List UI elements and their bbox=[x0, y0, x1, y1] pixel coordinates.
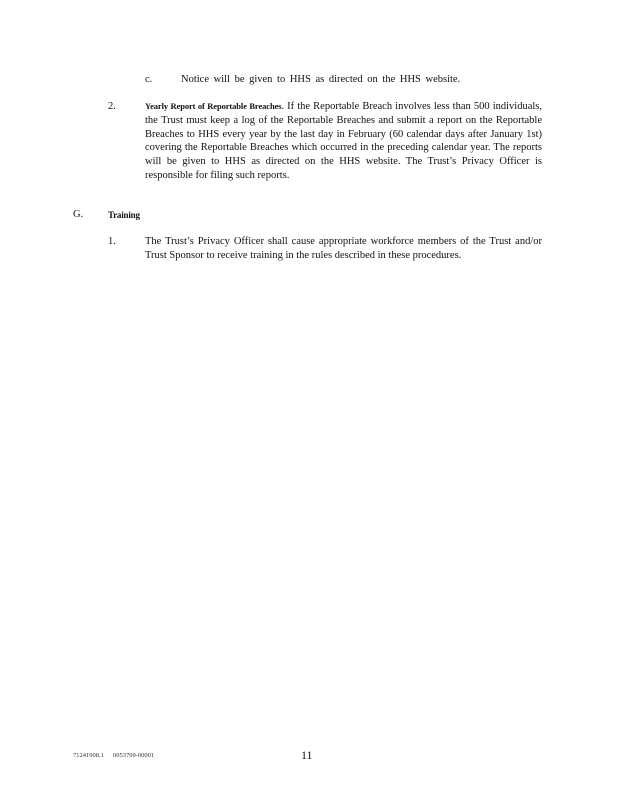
item-c-label: c. bbox=[145, 74, 153, 85]
footer-matter-id: 0053709-00001 bbox=[113, 752, 155, 759]
footer-doc-id: 71241908.1 bbox=[73, 752, 104, 759]
item-g1-text: The Trust’s Privacy Officer shall cause appropriate workforce members of the Trust and/or Trust Sponsor to receive training in the rules described in these procedures. bbox=[145, 236, 542, 261]
item-2-heading: Yearly Report of Reportable Breaches bbox=[145, 101, 282, 111]
section-g-label: G. bbox=[73, 209, 84, 220]
item-2-paragraph bbox=[145, 100, 542, 183]
item-c-text: Notice will be given to HHS as directed on the HHS website. bbox=[181, 74, 461, 85]
item-2-text: . If the Reportable Breach involves less than 500 individuals, the Trust must keep a log of the Reportable Breaches and submit a report on the Reportable Breaches to HHS every year by the last day in February (60 calendar days after January 1st) covering the Reportable Breaches which occurred in the preceding calendar year. The reports will be given to HHS as directed on the HHS website. The Trust’s Privacy Officer is responsible for filing such reports. bbox=[145, 101, 542, 181]
item-2-label: 2. bbox=[108, 101, 116, 112]
section-g-heading: Training bbox=[108, 210, 140, 220]
page-number: 11 bbox=[301, 748, 313, 762]
item-g1-label: 1. bbox=[108, 236, 116, 247]
